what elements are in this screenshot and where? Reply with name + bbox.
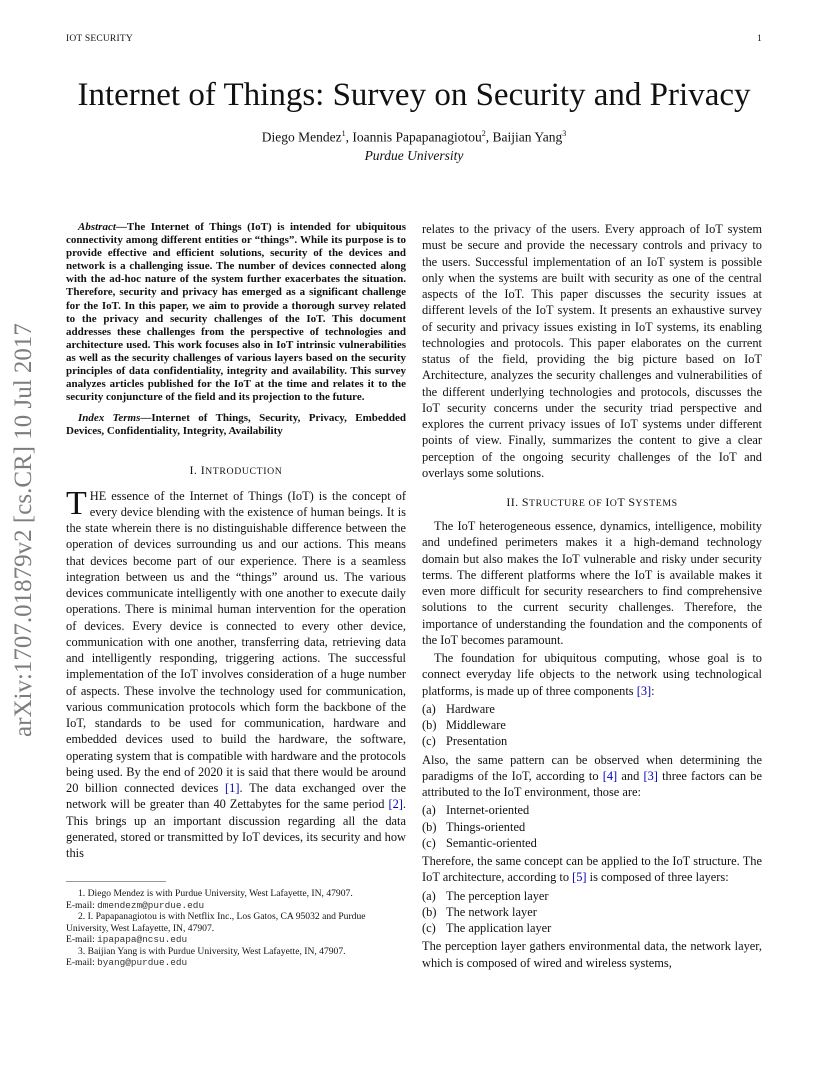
- list-item: [422, 904, 762, 920]
- intro-text: . The data exchanged over the network will be greater than 40 Zettabytes for the same period: [66, 781, 406, 812]
- list-item: [422, 717, 762, 733]
- intro-text: HE essence of the Internet of Things (IoT) is the concept of every device blending with the existence of human beings. It is the state wherein there is no distinguishable difference between the operation of devices surrounding us and our actions. This means that devices become part of our experience. There is a seamless integration between us and the “things” around us. The various devices communicate intelligently with one another to execute daily operations. There is minimal human intervention for the operation of devices. Every device is connected to every other device, communication with one another, transferring data, retrieving data and intelligently responding, triggering actions. The successful implementation of the IoT involves consideration of a huge number of aspects. These involve the technology used for communication, various communication protocols which form the backbone of the IoT, standards to be used for communication, hardware and embedded devices used to build the hardware, the software, operating system that is compatible with hardware and the protocols being used. By the end of 2020 it is said that there would be around 20 billion connected devices: [66, 488, 406, 795]
- structure-paragraph: The perception layer gathers environmental data, the network layer, which is composed of wired and wireless systems,: [422, 939, 762, 970]
- list-item: [422, 802, 762, 818]
- citation-link[interactable]: [5]: [572, 870, 587, 885]
- list-marker: (a): [422, 888, 436, 903]
- list-item: [422, 819, 762, 835]
- section-number: II.: [506, 495, 522, 509]
- structure-paragraph: [422, 853, 762, 886]
- footnote-text: 1. Diego Mendez is with Purdue University, West Lafayette, IN, 47907.: [78, 888, 353, 900]
- abstract-label: Abstract: [78, 221, 116, 233]
- list-item-text: The network layer: [446, 904, 537, 919]
- footnotes: [66, 888, 406, 969]
- citation-link[interactable]: [2]: [388, 797, 403, 812]
- citation-link[interactable]: [3]: [643, 768, 658, 783]
- email-label: E-mail:: [66, 934, 98, 946]
- section-heading-introduction: [66, 463, 406, 478]
- section-heading-rest: TRUCTURE OF: [528, 498, 606, 509]
- section-heading-rest: YSTEMS: [635, 498, 678, 509]
- index-terms-text: —Internet of Things, Security, Privacy, Embedded Devices, Confidentiality, Integrity, Availability: [66, 412, 406, 438]
- section-heading-structure: [422, 495, 762, 510]
- component-list: [422, 701, 762, 750]
- citation-link[interactable]: [1]: [225, 781, 240, 795]
- author-separator: ,: [485, 129, 493, 145]
- index-terms-label: Index Terms: [78, 412, 141, 425]
- list-item: [422, 920, 762, 936]
- author-name: Diego Mendez: [261, 129, 342, 145]
- section-heading-initial: I: [605, 495, 610, 509]
- drop-cap: T: [66, 484, 87, 522]
- email-link[interactable]: dmendezm@purdue.edu: [97, 899, 205, 911]
- paragraph-text: Also, the same pattern can be observed when determining the paradigms of the IoT, according to: [422, 752, 762, 783]
- author-affil-mark: 1: [341, 129, 346, 138]
- footnote-rule: [66, 881, 166, 882]
- email-label: E-mail:: [66, 899, 98, 911]
- section-number: I.: [189, 462, 201, 477]
- list-item-text: Semantic-oriented: [446, 835, 537, 850]
- author-list: [0, 129, 828, 146]
- citation-link[interactable]: [4]: [602, 768, 618, 783]
- footnote-text: 2. I. Papapanagiotou is with Netflix Inc., Los Gatos, CA 95032 and Purdue University, West Lafayette, IN, 47907.: [66, 911, 366, 934]
- section-heading-initial: I: [200, 462, 206, 477]
- section-heading-initial: T: [617, 495, 629, 509]
- list-marker: (a): [422, 803, 436, 818]
- list-item-text: Presentation: [446, 734, 508, 749]
- list-item: [422, 835, 762, 851]
- author-name: Baijian Yang: [492, 129, 563, 145]
- list-marker: (c): [422, 734, 436, 749]
- list-marker: (c): [422, 921, 436, 935]
- intro-text: . This brings up an important discussion regarding all the data generated, stored or transmitted by IoT devices, its security and how this: [66, 797, 406, 860]
- author-separator: ,: [345, 129, 353, 145]
- layer-list: [422, 888, 762, 937]
- author-affil-mark: 3: [562, 129, 567, 138]
- index-terms: [66, 412, 406, 438]
- list-item-text: Things-oriented: [446, 819, 526, 834]
- list-item: [422, 733, 762, 749]
- running-header: IOT SECURITY: [66, 34, 133, 44]
- affiliation: Purdue University: [364, 148, 464, 163]
- footnote: [66, 911, 406, 946]
- list-item-text: Middleware: [446, 718, 506, 732]
- structure-paragraph: The IoT heterogeneous essence, dynamics, intelligence, mobility and undefined perimeters makes it a high-demand technology domain but also makes the IoT vulnerable and risky under security terms. The different platforms where the IoT is available makes it even more difficult for security researchers to find comprehensive solutions to the current security challenges. Therefore, the importance of understanding the foundation and the components of the IoT becomes paramount.: [422, 519, 762, 647]
- list-marker: (b): [422, 819, 437, 834]
- abstract: [66, 221, 406, 404]
- abstract-text: —The Internet of Things (IoT) is intended for ubiquitous connectivity among different entities or “things”. While its purpose is to provide effective and efficient solutions, security of the devices and network is a challenging issue. The number of devices connected along with the ad-hoc nature of the system further exacerbates the situation. Therefore, security and privacy has emerged as a significant challenge for the IoT. In this paper, we aim to provide a thorough survey related to the privacy and security challenges of the IoT. This document addresses these challenges from the perspective of technologies and architecture used. This work focuses also in IoT intrinsic vulnerabilities as well as the security challenges of various layers based on the security principles of data confidentiality, integrity and availability. This survey analyzes articles published for the IoT at the time and relates it to the security conjuncture of the field and its projection to the future.: [66, 221, 406, 404]
- intro-paragraph: [66, 484, 406, 862]
- paradigm-list: [422, 802, 762, 851]
- paragraph-text: :: [651, 683, 655, 698]
- left-column: [66, 221, 406, 969]
- email-link[interactable]: byang@purdue.edu: [97, 957, 188, 969]
- paragraph-text: three factors can be attributed to the IoT environment, those are:: [422, 768, 762, 799]
- structure-paragraph: [422, 752, 762, 801]
- right-column: [422, 221, 762, 971]
- list-marker: (c): [422, 835, 436, 850]
- list-marker: (b): [422, 718, 437, 732]
- footnote-text: 3. Baijian Yang is with Purdue University, West Lafayette, IN, 47907.: [78, 945, 346, 957]
- footnote: [66, 888, 406, 911]
- citation-link[interactable]: [3]: [636, 683, 652, 698]
- list-item-text: Internet-oriented: [446, 803, 530, 818]
- section-heading-rest: O: [609, 498, 618, 509]
- list-marker: (a): [422, 701, 436, 716]
- section-heading-initial: S: [628, 495, 636, 509]
- arxiv-stamp: arXiv:1707.01879v2 [cs.CR] 10 Jul 2017: [10, 323, 37, 737]
- paragraph-text: is composed of three layers:: [586, 870, 729, 885]
- paper-title: Internet of Things: Survey on Security and Privacy: [77, 77, 751, 113]
- section-heading-initial: S: [521, 495, 529, 509]
- list-item-text: The perception layer: [446, 888, 549, 903]
- paragraph-text: and: [617, 768, 644, 783]
- author-name: Ioannis Papapanagiotou: [352, 129, 482, 145]
- list-item: [422, 701, 762, 717]
- paragraph-text: Therefore, the same concept can be applied to the IoT structure. The IoT architecture, according to: [422, 854, 762, 885]
- email-label: E-mail:: [66, 957, 98, 969]
- page-number: 1: [757, 34, 762, 44]
- list-item-text: The application layer: [446, 921, 552, 935]
- section-heading-rest: NTRODUCTION: [205, 465, 283, 477]
- list-item-text: Hardware: [446, 701, 495, 716]
- footnote: [66, 946, 406, 969]
- list-marker: (b): [422, 904, 437, 919]
- intro-continuation: relates to the privacy of the users. Every approach of IoT system must be secure and provide the necessary controls and privacy to the users. Successful implementation of an IoT system is possible only when the systems are built with security as one of the central aspects of the IoT. This paper discusses the security issues at different levels of the IoT system. It presents an exhaustive survey of security and privacy issues existing in IoT systems, its enabling technologies and protocols. This paper elaborates on the current status of the field, providing the big picture based on IoT Architecture, analyzes the security challenges and vulnerabilities of the different underlying technologies and protocols, discusses the IoT security concerns under the security triad perspective and explores the current privacy issues of IoT systems under different points of view. Finally, summarizes the content to give a clear perception of the ongoing security challenges of the IoT and overlays some solutions.: [422, 222, 762, 480]
- structure-paragraph: [422, 650, 762, 699]
- list-item: [422, 888, 762, 904]
- email-link[interactable]: ipapapa@ncsu.edu: [97, 934, 188, 946]
- paragraph-text: The foundation for ubiquitous computing, whose goal is to connect everyday life objects to the network using technological platforms, is made up of three components: [422, 651, 762, 698]
- author-affil-mark: 2: [481, 129, 486, 138]
